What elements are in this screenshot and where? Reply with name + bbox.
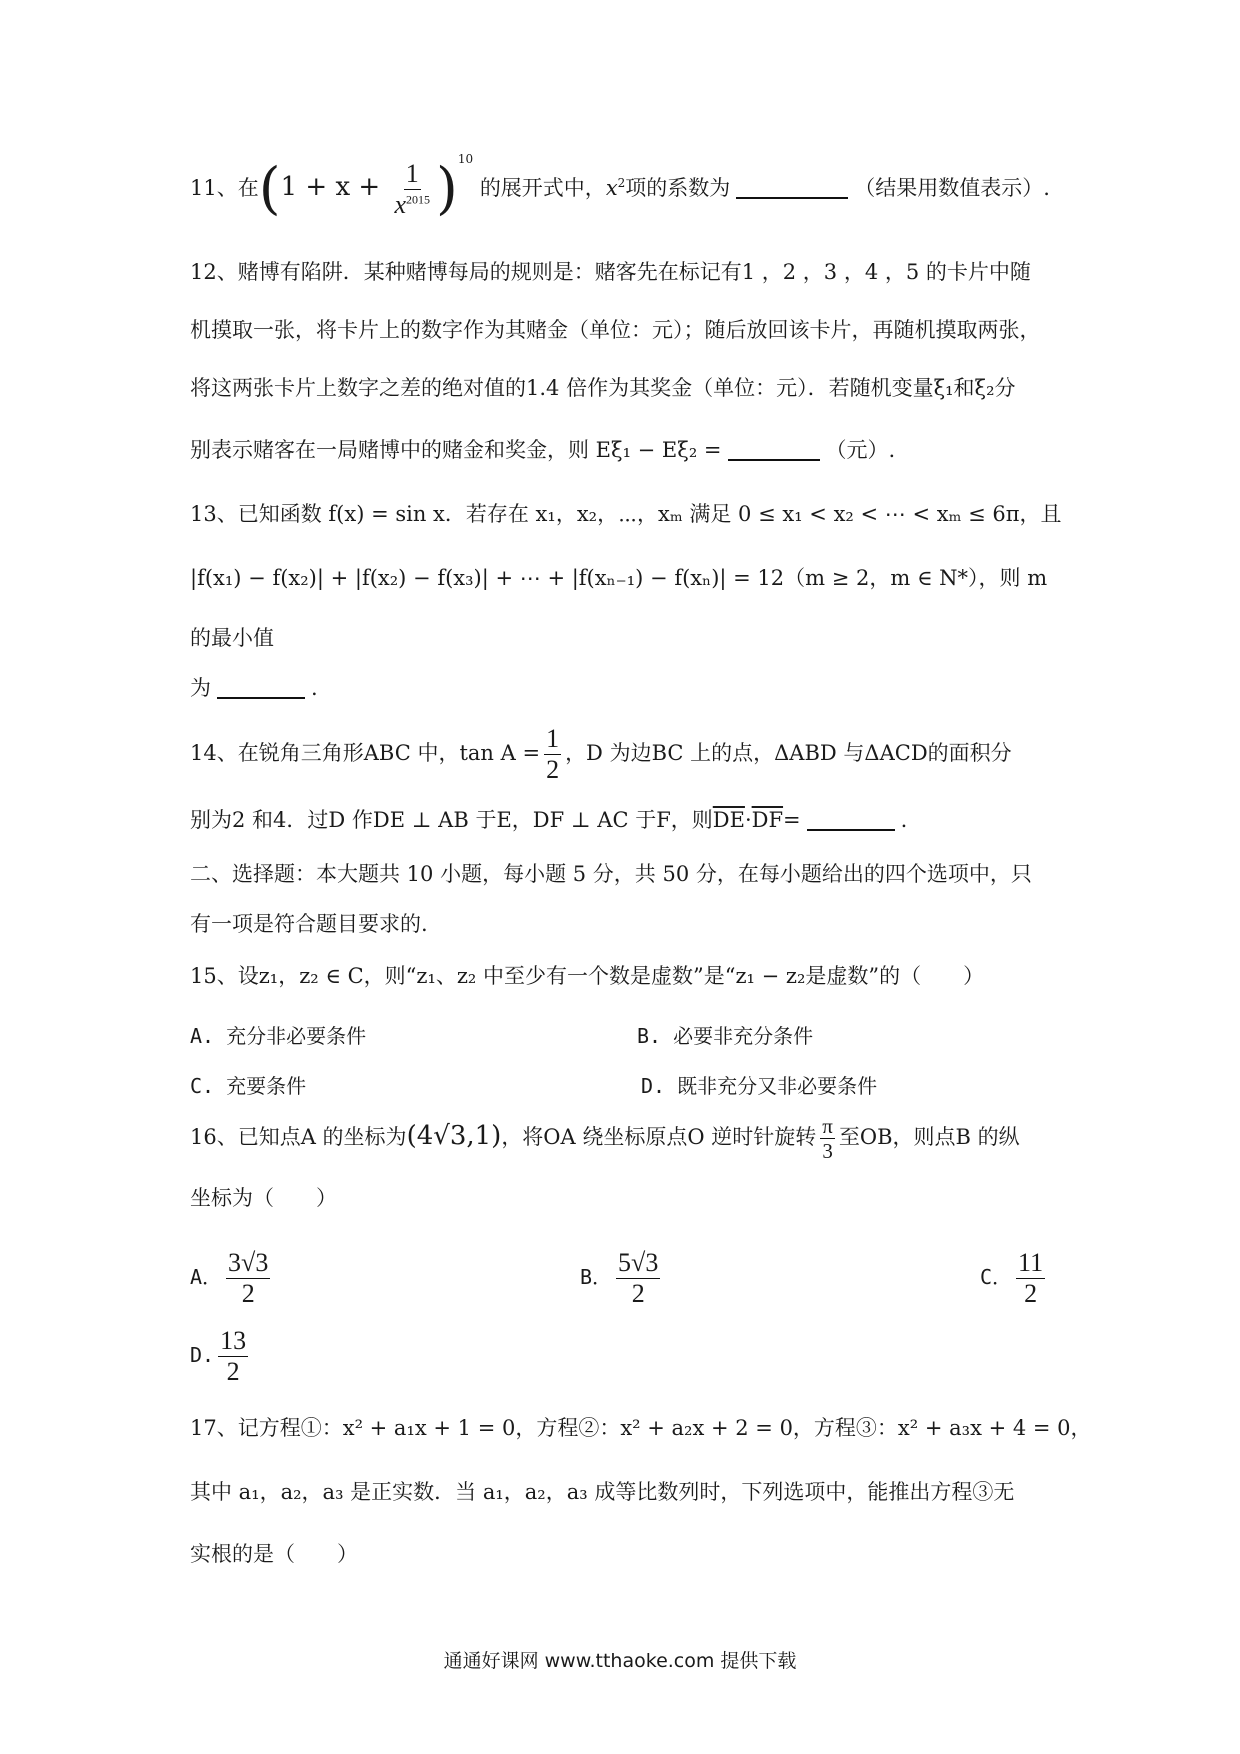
q12-line-3: 将这两张卡片上数字之差的绝对值的1.4 倍作为其奖金（单位：元）．若随机变量ξ₁和ξ₂分: [190, 376, 1016, 400]
q11-tail-text: （结果用数值表示）.: [854, 176, 1050, 200]
q11-after-text: 项的系数为: [625, 176, 731, 200]
q17-line-1: 17、记方程①：x² + a₁x + 1 = 0，方程②：x² + a₂x + 2 = 0，方程③：x² + a₃x + 4 = 0，: [190, 1416, 1092, 1440]
q16-text-c: 至OB，则点B 的纵: [838, 1125, 1020, 1150]
q16-rot-num: π: [822, 1114, 833, 1138]
q11-term-exp: 2: [617, 176, 626, 190]
open-paren: (: [258, 156, 281, 222]
q11-frac-den-exp: 2015: [405, 192, 430, 207]
q14-vector-df: $\overline{DF}$: [751, 808, 784, 832]
q15-option-c[interactable]: C. 充要条件: [190, 1074, 307, 1098]
q13-prefix: 为: [190, 676, 211, 700]
close-paren: ): [435, 156, 458, 222]
q15-option-d[interactable]: D. 既非充分又非必要条件: [641, 1074, 878, 1098]
question-11: [190, 152, 1050, 220]
q11-mid-text: 的展开式中，: [479, 176, 606, 200]
q13-line-1: 13、已知函数 f(x) = sin x．若存在 x₁，x₂，⋯，xₘ 满足 0 ≤ x₁ < x₂ < ⋯ < xₘ ≤ 6π，且: [190, 502, 1062, 526]
q16-b-num: 5√3: [618, 1248, 659, 1277]
q16-c-fraction: [1016, 1248, 1045, 1309]
q16-c-den: 2: [1024, 1278, 1038, 1308]
q17-line-2: 其中 a₁，a₂，a₃ 是正实数．当 a₁，a₂，a₃ 成等比数列时，下列选项中，能推出方程③无: [190, 1480, 1015, 1504]
q12-expression: 别表示赌客在一局赌博中的赌金和奖金，则 Eξ₁ − Eξ₂ =: [190, 438, 722, 462]
q14-dot: ·: [744, 808, 752, 832]
q11-expression: 1 + x +: [280, 172, 389, 202]
q14-text-b: ，D 为边BC 上的点，ΔABD 与ΔACD的面积分: [565, 740, 1012, 765]
q14-frac-num: 1: [546, 724, 560, 753]
q11-term-base: x: [605, 176, 618, 200]
q14-text-c: 别为2 和4．过D 作DE ⊥ AB 于E，DF ⊥ AC 于F，则: [190, 808, 713, 832]
section-2-line-2: 有一项是符合题目要求的.: [190, 912, 428, 936]
q13-line-3: 的最小值: [190, 626, 274, 650]
q12-line-1: 12、赌博有陷阱．某种赌博每局的规则是：赌客先在标记有1 ，2 ，3 ，4 ，5 的卡片中随: [190, 260, 1031, 284]
q14-equals: =: [783, 808, 801, 832]
q11-fraction: [392, 159, 432, 220]
q16-a-label: A．: [190, 1264, 223, 1289]
q16-line-1: [190, 1114, 1020, 1163]
q14-vector-de: $\overline{DE}$: [712, 808, 745, 832]
q16-d-den: 2: [226, 1356, 240, 1386]
q11-answer-blank[interactable]: [736, 196, 848, 199]
q16-c-num: 11: [1018, 1248, 1044, 1277]
q13-line-2: |f(x₁) − f(x₂)| + |f(x₂) − f(x₃)| + ⋯ + |f(xₙ₋₁) − f(xₙ)| = 12（m ≥ 2，m ∈ N*），则 m: [190, 566, 1048, 590]
q15-stem: 15、设z₁，z₂ ∈ C，则“z₁、z₂ 中至少有一个数是虚数”是“z₁ − z₂是虚数”的（ ）: [190, 964, 985, 988]
q16-option-c[interactable]: [980, 1248, 1049, 1309]
q16-text-a: 16、已知点A 的坐标为: [190, 1125, 407, 1150]
q16-d-num: 13: [220, 1326, 247, 1355]
q12-line-2: 机摸取一张，将卡片上的数字作为其赌金（单位：元）；随后放回该卡片，再随机摸取两张，: [190, 318, 1041, 342]
q14-text-a: 14、在锐角三角形ABC 中，tan A =: [190, 740, 541, 765]
q16-a-den: 2: [241, 1278, 255, 1308]
q12-answer-blank[interactable]: [728, 458, 820, 461]
q11-frac-den-base: x: [394, 190, 406, 219]
q16-option-b[interactable]: [580, 1248, 664, 1309]
q14-line-1: [190, 724, 1012, 785]
section-2-line-1: 二、选择题：本大题共 10 小题，每小题 5 分，共 50 分，在每小题给出的四个选项中，只: [190, 862, 1032, 886]
q12-unit: （元）.: [825, 438, 896, 462]
q16-rotation-fraction: [820, 1114, 835, 1163]
q13-period: .: [311, 676, 318, 700]
q16-coordinate: (4√3,1): [406, 1121, 502, 1152]
q16-c-label: C．: [980, 1264, 1013, 1289]
q13-answer-blank[interactable]: [217, 696, 305, 699]
q14-period: .: [900, 808, 908, 832]
q14-line-2: [190, 808, 907, 833]
page-footer: 通通好课网 www.tthaoke.com 提供下载: [443, 1650, 797, 1672]
q15-option-b[interactable]: B. 必要非充分条件: [637, 1024, 814, 1048]
q16-line-2: 坐标为（ ）: [190, 1186, 337, 1210]
q16-option-a[interactable]: [190, 1248, 274, 1309]
q12-line-4: [190, 438, 895, 463]
q16-b-fraction: [616, 1248, 660, 1309]
q16-rot-den: 3: [822, 1139, 833, 1164]
q16-b-label: B．: [580, 1264, 613, 1289]
q14-frac-den: 2: [546, 754, 560, 784]
q11-number: 11、在: [190, 176, 259, 200]
q16-d-label: D.: [190, 1342, 215, 1367]
q11-frac-numerator: 1: [405, 159, 419, 189]
q16-d-fraction: [218, 1326, 248, 1387]
q14-fraction: [544, 724, 561, 785]
q16-text-b: ，将OA 绕坐标原点O 逆时针旋转: [501, 1125, 817, 1150]
q16-b-den: 2: [631, 1278, 645, 1308]
q13-line-4: [190, 676, 318, 701]
q11-power: 10: [457, 152, 474, 166]
q16-option-d[interactable]: [190, 1326, 252, 1387]
q16-a-num: 3√3: [228, 1248, 269, 1277]
q15-option-a[interactable]: A. 充分非必要条件: [190, 1024, 367, 1048]
q16-a-fraction: [226, 1248, 270, 1309]
q17-line-3: 实根的是（ ）: [190, 1542, 358, 1566]
q14-answer-blank[interactable]: [807, 828, 895, 831]
